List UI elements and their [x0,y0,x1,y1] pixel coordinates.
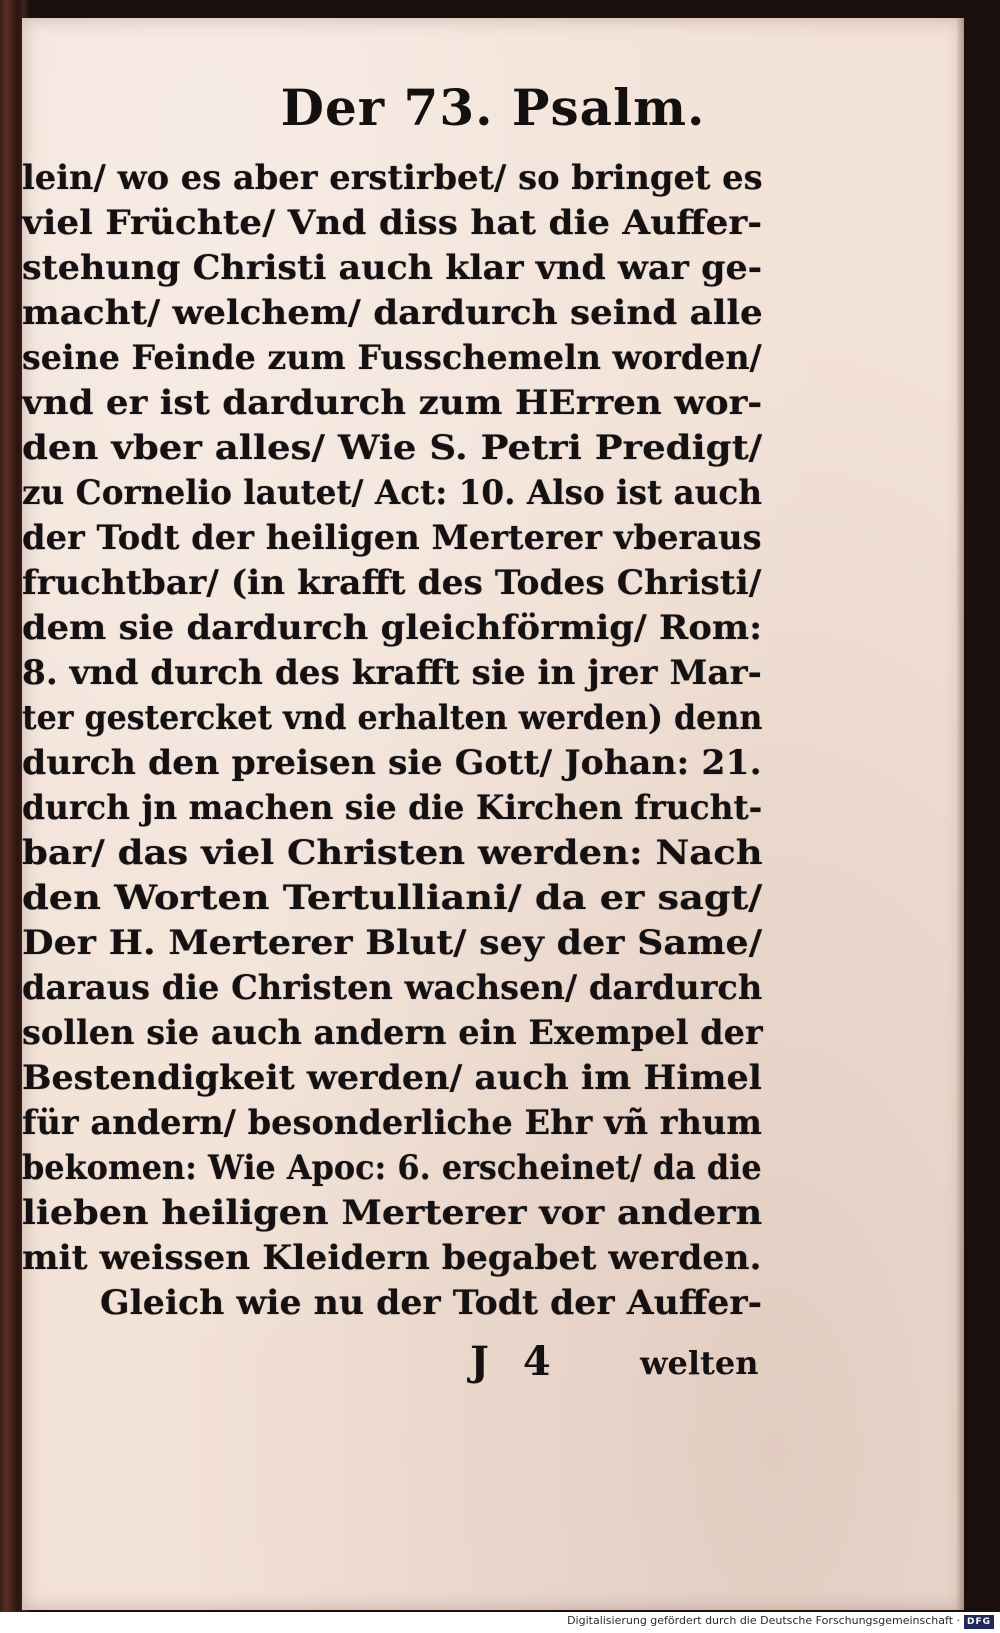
text-line: sollen sie auch andern ein Exempel der [22,1013,763,1053]
text-line: mit weissen Kleidern begabet werden. [22,1238,762,1278]
text-line: den vber alles/ Wie S. Petri Predigt/ [22,428,763,468]
text-line: der Todt der heiligen Merterer vberaus [22,518,762,558]
book-page [22,18,964,1610]
text-line: Gleich wie nu der Todt der Auffer- [100,1283,763,1323]
text-line: durch jn machen sie die Kirchen frucht- [22,788,763,828]
text-line: zu Cornelio lautet/ Act: 10. Also ist auch [22,473,763,513]
text-line: bekomen: Wie Apoc: 6. erscheinet/ da die [22,1148,762,1188]
text-line: dem sie dardurch gleichförmig/ Rom: [22,608,763,648]
text-line: 8. vnd durch des krafft sie in jrer Mar- [22,653,762,693]
catchword: welten [640,1344,759,1382]
page-edge-shadow [956,18,964,1610]
text-line: bar/ das viel Christen werden: Nach [22,833,763,873]
text-line: seine Feinde zum Fusschemeln worden/ [22,338,762,378]
text-line: durch den preisen sie Gott/ Johan: 21. [22,743,762,783]
text-line: lieben heiligen Merterer vor andern [22,1193,763,1233]
text-line: den Worten Tertulliani/ da er sagt/ [22,878,763,918]
dfg-logo: DFG [964,1615,994,1629]
text-line: viel Früchte/ Vnd diss hat die Auffer- [22,203,763,243]
funding-attribution: Digitalisierung gefördert durch die Deutsche Forschungsgemeinschaft · [567,1614,960,1627]
text-line: fruchtbar/ (in krafft des Todes Christi/ [22,563,762,603]
text-line: lein/ wo es aber erstirbet/ so bringet es [22,158,763,198]
running-header: Der 73. Psalm. [280,78,706,137]
text-line: daraus die Christen wachsen/ dardurch [22,968,763,1008]
digitization-footer [0,1612,1000,1633]
text-line: für andern/ besonderliche Ehr vñ rhum [22,1103,762,1143]
text-line: vnd er ist dardurch zum HErren wor- [22,383,763,423]
text-line: stehung Christi auch klar vnd war ge- [22,248,763,288]
text-line: macht/ welchem/ dardurch seind alle [22,293,763,333]
text-line: Der H. Merterer Blut/ sey der Same/ [22,923,763,963]
text-line: Bestendigkeit werden/ auch im Himel [22,1058,762,1098]
text-line: ter gestercket vnd erhalten werden) denn [22,698,763,738]
signature-mark: J 4 [470,1338,561,1385]
